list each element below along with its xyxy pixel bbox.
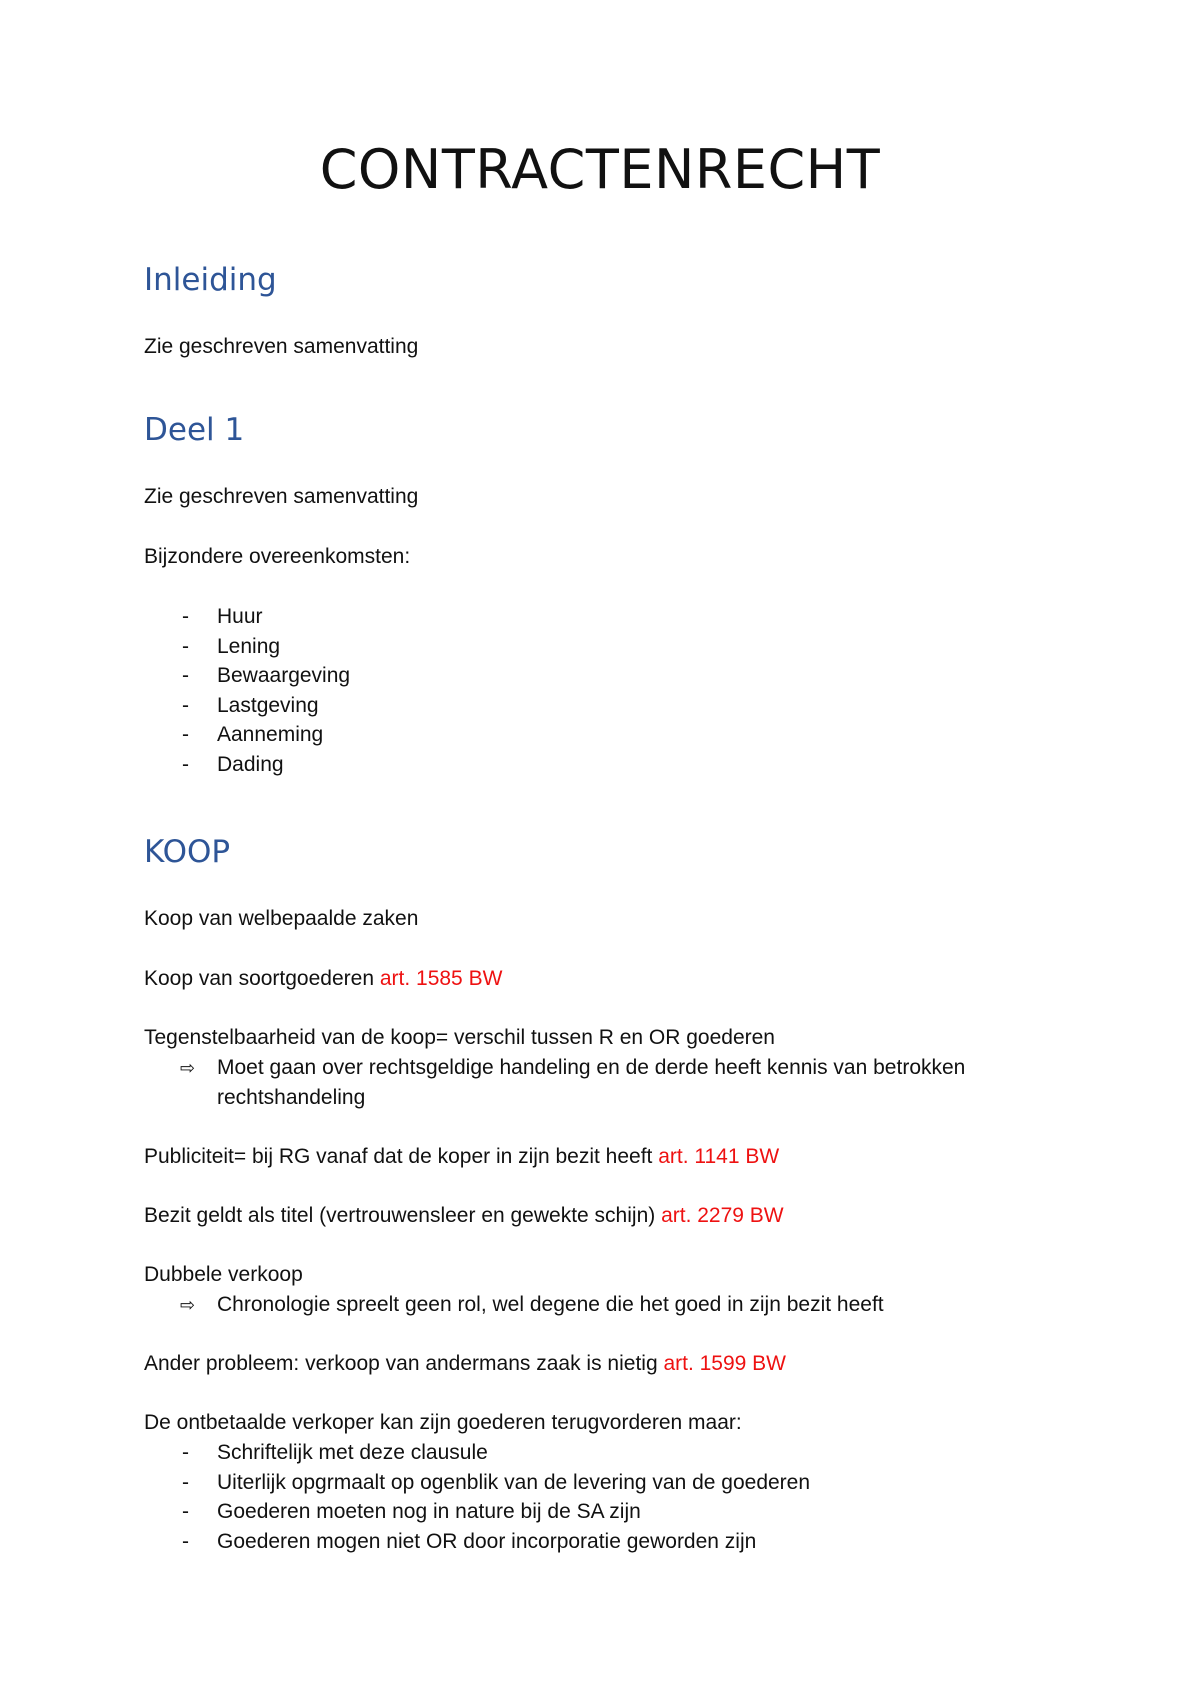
heading-inleiding: Inleiding <box>144 262 277 298</box>
ontbetaalde-verkoper-text: De ontbetaalde verkoper kan zijn goederen terugvorderen maar: <box>144 1411 742 1434</box>
list-item: - Huur <box>144 602 350 632</box>
list-item: - Lastgeving <box>144 691 350 721</box>
ander-probleem-text <box>144 1349 786 1379</box>
list-item: - Bewaargeving <box>144 661 350 691</box>
paragraph-text: Koop van soortgoederen <box>144 967 380 990</box>
bezit-text <box>144 1201 784 1231</box>
article-reference: art. 2279 BW <box>661 1204 784 1227</box>
koop-soortgoederen <box>144 964 502 994</box>
bijzondere-overeenkomsten-intro: Bijzondere overeenkomsten: <box>144 545 411 568</box>
inleiding-text: Zie geschreven samenvatting <box>144 335 419 358</box>
arrow-item-text: Chronologie spreelt geen rol, wel degene die het goed in zijn bezit heeft <box>217 1293 884 1316</box>
publiciteit-text <box>144 1142 779 1172</box>
paragraph-text: Publiciteit= bij RG vanaf dat de koper in zijn bezit heeft <box>144 1145 659 1168</box>
outline-right-arrow-icon: ⇨ <box>180 1295 196 1315</box>
article-reference: art. 1141 BW <box>658 1145 780 1168</box>
ontbetaalde-verkoper-list <box>144 1438 810 1556</box>
paragraph-text: Ander probleem: verkoop van andermans zaak is nietig <box>144 1352 664 1375</box>
list-item: - Uiterlijk opgrmaalt op ogenblik van de levering van de goederen <box>144 1468 810 1498</box>
bijzondere-overeenkomsten-list <box>144 602 350 780</box>
document-title: CONTRACTENRECHT <box>319 138 881 201</box>
list-item: - Aanneming <box>144 720 350 750</box>
list-item: - Lening <box>144 632 350 662</box>
article-reference: art. 1599 BW <box>663 1352 787 1375</box>
koop-welbepaalde-zaken: Koop van welbepaalde zaken <box>144 907 419 930</box>
tegenstelbaarheid-arrow-item <box>144 1053 1097 1113</box>
heading-koop: KOOP <box>144 834 231 870</box>
dubbele-verkoop-arrow-item <box>144 1290 1097 1320</box>
list-item: - Goederen mogen niet OR door incorporatie geworden zijn <box>144 1527 810 1557</box>
tegenstelbaarheid-text: Tegenstelbaarheid van de koop= verschil tussen R en OR goederen <box>144 1026 775 1049</box>
deel-1-text: Zie geschreven samenvatting <box>144 485 419 508</box>
paragraph-text: Bezit geldt als titel (vertrouwensleer en gewekte schijn) <box>144 1204 662 1227</box>
list-item: - Goederen moeten nog in nature bij de SA zijn <box>144 1497 810 1527</box>
arrow-item-text: Moet gaan over rechtsgeldige handeling en de derde heeft kennis van betrokken rechtshandeling <box>217 1056 966 1109</box>
list-item: - Dading <box>144 750 350 780</box>
heading-deel-1: Deel 1 <box>144 412 245 448</box>
list-item: - Schriftelijk met deze clausule <box>144 1438 810 1468</box>
outline-right-arrow-icon: ⇨ <box>180 1058 196 1078</box>
article-reference: art. 1585 BW <box>379 967 503 990</box>
dubbele-verkoop-text: Dubbele verkoop <box>144 1263 303 1286</box>
